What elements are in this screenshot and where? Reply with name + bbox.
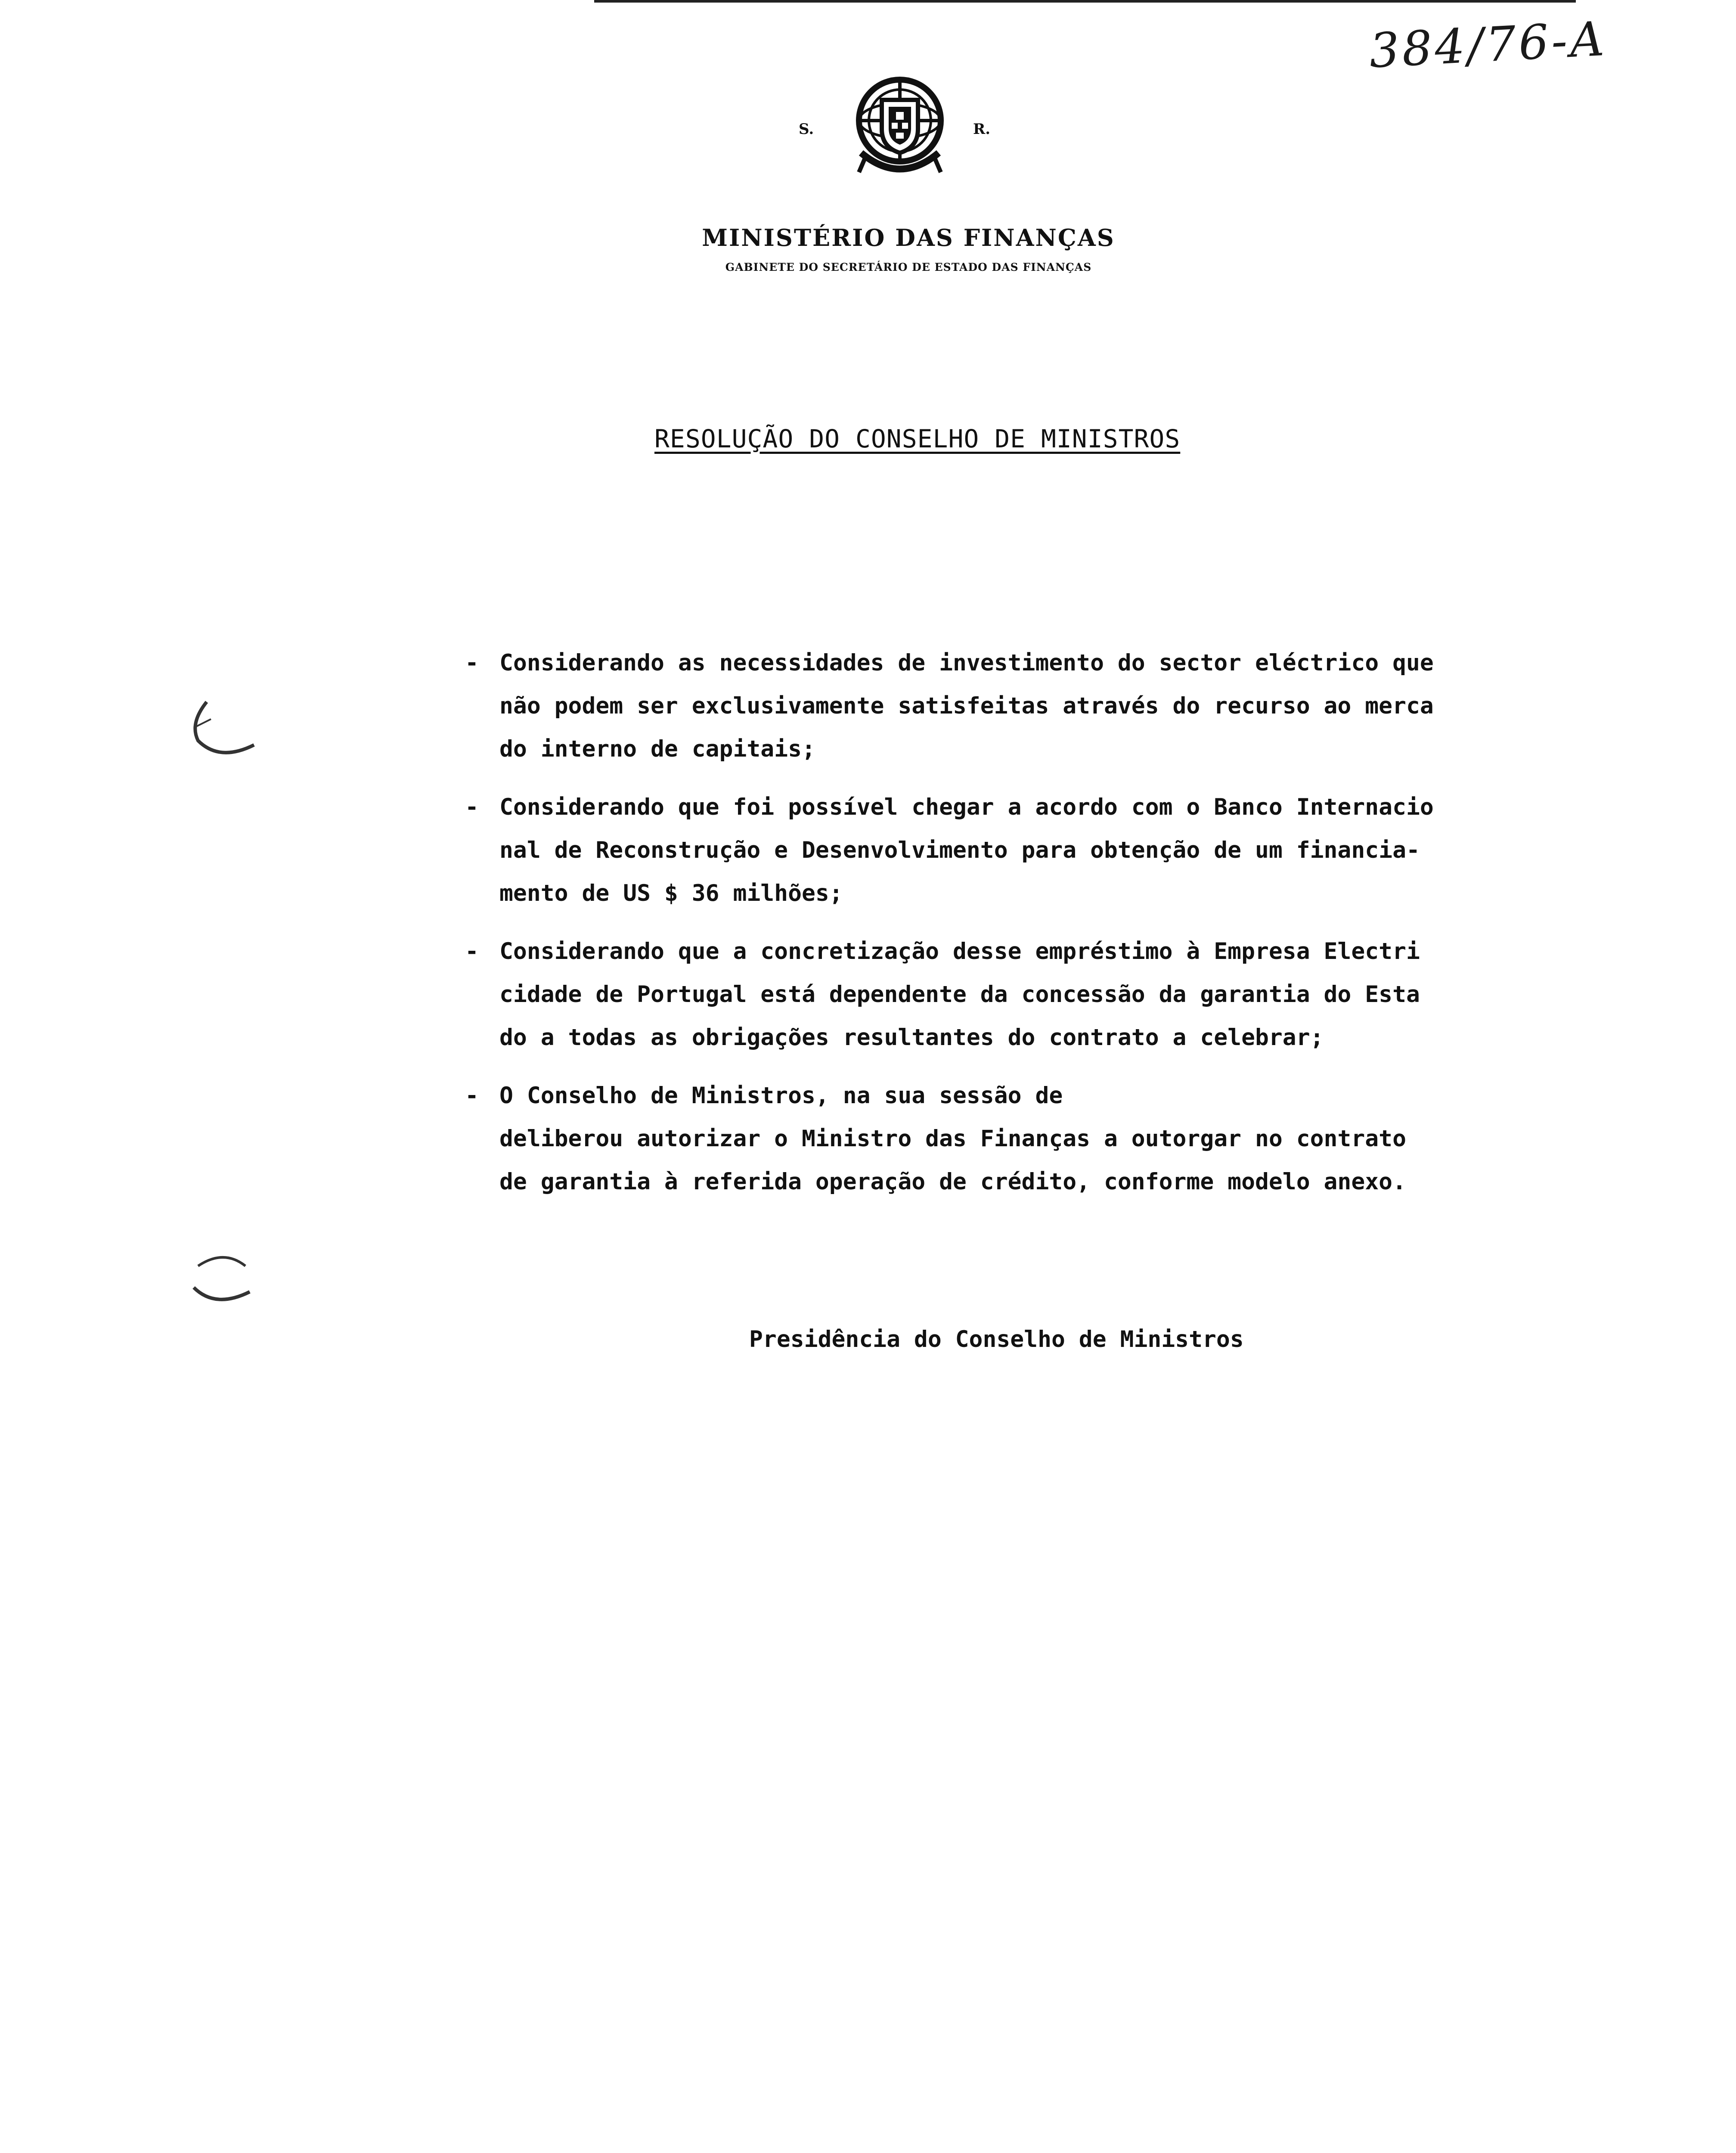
emblem-letter-right: R.	[973, 121, 991, 138]
letterhead	[646, 65, 1171, 273]
clause-dash: -	[465, 938, 479, 965]
clause	[465, 1074, 1593, 1204]
clause-line: do interno de capitais;	[499, 736, 815, 762]
clause-line: Considerando que foi possível chegar a acordo com o Banco Internacio	[499, 794, 1434, 820]
emblem-row	[646, 65, 1171, 189]
clause-line: de garantia à referida operação de crédito, conforme modelo anexo.	[499, 1169, 1406, 1195]
handwritten-reference-number: 384/76-A	[1368, 11, 1608, 79]
cabinet-name: GABINETE DO SECRETÁRIO DE ESTADO DAS FINANÇAS	[725, 261, 1092, 273]
clause-line: do a todas as obrigações resultantes do contrato a celebrar;	[499, 1024, 1324, 1051]
coat-of-arms-icon	[835, 65, 964, 194]
clause-text	[499, 786, 1593, 915]
top-rule	[594, 0, 1576, 3]
clause-text	[499, 1074, 1593, 1204]
scan-mark-icon	[181, 1240, 267, 1326]
clause-line: deliberou autorizar o Ministro das Finanças a outorgar no contrato	[499, 1126, 1406, 1152]
document-title: RESOLUÇÃO DO CONSELHO DE MINISTROS	[654, 424, 1181, 453]
clause	[465, 786, 1593, 915]
scan-mark-icon	[181, 689, 267, 775]
clause-line: O Conselho de Ministros, na sua sessão de	[499, 1083, 1063, 1109]
clause-line: Considerando as necessidades de investimento do sector eléctrico que	[499, 650, 1434, 676]
clause-line: não podem ser exclusivamente satisfeitas através do recurso ao merca	[499, 693, 1434, 719]
clause-dash: -	[465, 650, 479, 676]
clause-text	[499, 930, 1593, 1059]
resolution-body	[465, 642, 1593, 1219]
signature-line: Presidência do Conselho de Ministros	[749, 1326, 1244, 1353]
clause-dash: -	[465, 1083, 479, 1109]
clause	[465, 930, 1593, 1059]
clause	[465, 642, 1593, 771]
clause-line: mento de US $ 36 milhões;	[499, 880, 843, 906]
ministry-name: MINISTÉRIO DAS FINANÇAS	[702, 224, 1115, 251]
clause-dash: -	[465, 794, 479, 820]
clause-line: cidade de Portugal está dependente da concessão da garantia do Esta	[499, 981, 1420, 1008]
emblem-letter-left: S.	[799, 121, 814, 138]
clause-text	[499, 642, 1593, 771]
clause-line: nal de Reconstrução e Desenvolvimento para obtenção de um financia-	[499, 837, 1420, 863]
clause-line: Considerando que a concretização desse empréstimo à Empresa Electri	[499, 938, 1420, 965]
